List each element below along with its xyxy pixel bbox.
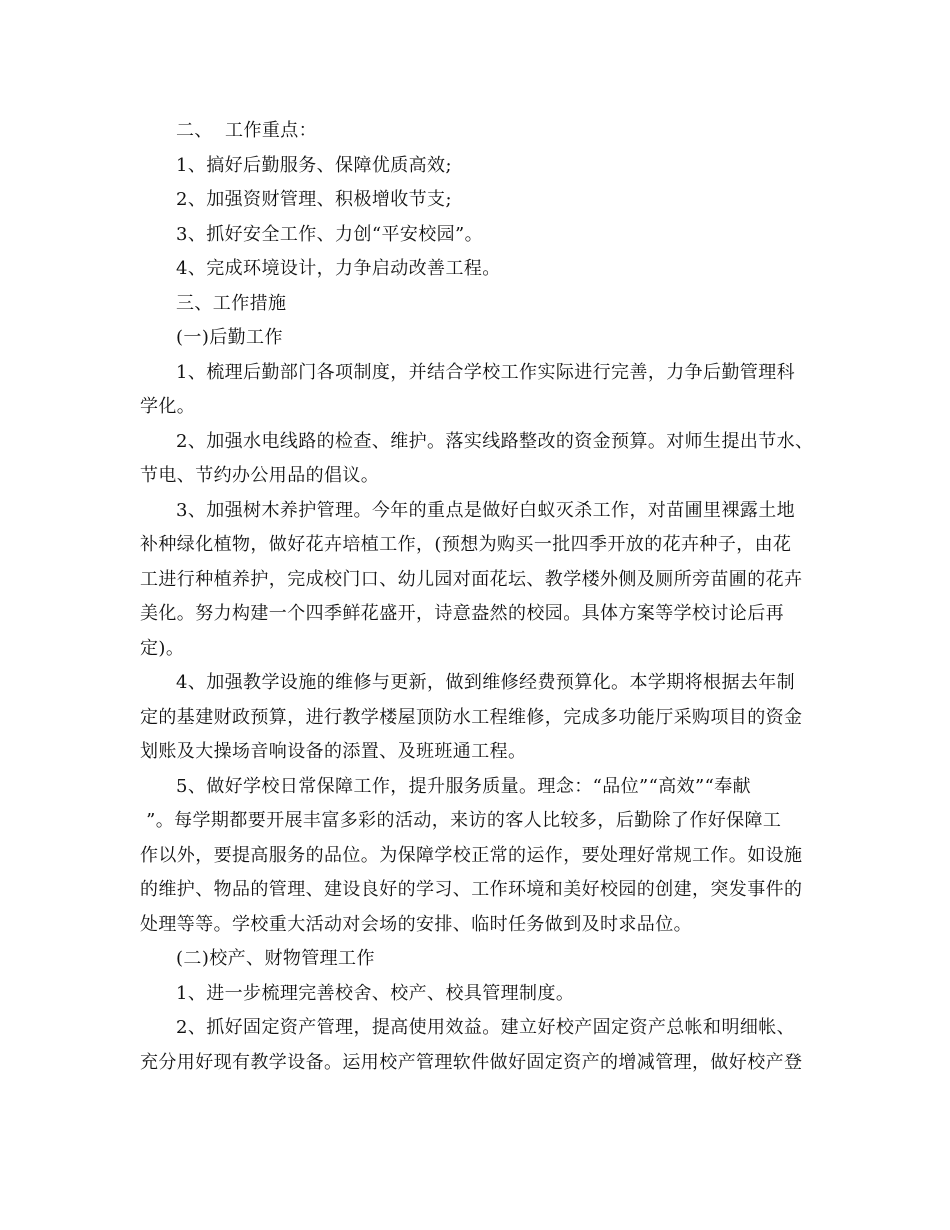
paragraph-line: 学化。 [140, 396, 196, 417]
section-heading-key-points: 二、 工作重点： [176, 120, 318, 141]
paragraph-line: 1、进一步梳理完善校舍、校产、校具管理制度。 [176, 983, 575, 1004]
paragraph-line: 定)。 [140, 638, 185, 659]
paragraph-line: ”。每学期都要开展丰富多彩的活动，来访的客人比较多，后勤除了作好保障工 [140, 810, 782, 831]
paragraph-line: 4、完成环境设计，力争启动改善工程。 [176, 258, 501, 279]
paragraph-line: 2、加强水电线路的检查、维护。落实线路整改的资金预算。对师生提出节水、 [176, 431, 814, 452]
section-heading-measures: 三、工作措施 [176, 293, 287, 314]
paragraph-line: 3、加强树木养护管理。今年的重点是做好白蚁灭杀工作，对苗圃里裸露土地 [176, 500, 796, 521]
paragraph-line: 1、搞好后勤服务、保障优质高效; [176, 155, 452, 176]
paragraph-line: 作以外，要提高服务的品位。为保障学校正常的运作，要处理好常规工作。如设施 [140, 845, 803, 866]
paragraph-line: 1、梳理后勤部门各项制度，并结合学校工作实际进行完善，力争后勤管理科 [176, 362, 796, 383]
subsection-heading-assets: (二)校产、财物管理工作 [176, 948, 375, 969]
paragraph-line: 3、抓好安全工作、力创“平安校园”。 [176, 224, 484, 245]
paragraph-line: 4、加强教学设施的维修与更新，做到维修经费预算化。本学期将根据去年制 [176, 672, 796, 693]
paragraph-line: 充分用好现有教学设备。运用校产管理软件做好固定资产的增减管理，做好校产登 [140, 1052, 803, 1073]
paragraph-line: 2、抓好固定资产管理，提高使用效益。建立好校产固定资产总帐和明细帐、 [176, 1017, 796, 1038]
paragraph-line: 5、做好学校日常保障工作，提升服务质量。理念：“品位”“高效”“奉献 [176, 776, 752, 797]
paragraph-line: 划账及大操场音响设备的添置、及班班通工程。 [140, 741, 527, 762]
paragraph-line: 美化。努力构建一个四季鲜花盛开，诗意盎然的校园。具体方案等学校讨论后再 [140, 603, 784, 624]
paragraph-line: 定的基建财政预算，进行教学楼屋顶防水工程维修，完成多功能厅采购项目的资金 [140, 707, 803, 728]
paragraph-line: 节电、节约办公用品的倡议。 [140, 465, 380, 486]
paragraph-line: 2、加强资财管理、积极增收节支; [176, 189, 452, 210]
paragraph-line: 处理等等。学校重大活动对会场的安排、临时任务做到及时求品位。 [140, 914, 692, 935]
paragraph-line: 的维护、物品的管理、建设良好的学习、工作环境和美好校园的创建，突发事件的 [140, 879, 803, 900]
paragraph-line: 工进行种植养护，完成校门口、幼儿园对面花坛、教学楼外侧及厕所旁苗圃的花卉 [140, 569, 803, 590]
paragraph-line: 补种绿化植物，做好花卉培植工作，(预想为购买一批四季开放的花卉种子，由花 [140, 534, 792, 555]
subsection-heading-logistics: (一)后勤工作 [176, 327, 283, 348]
